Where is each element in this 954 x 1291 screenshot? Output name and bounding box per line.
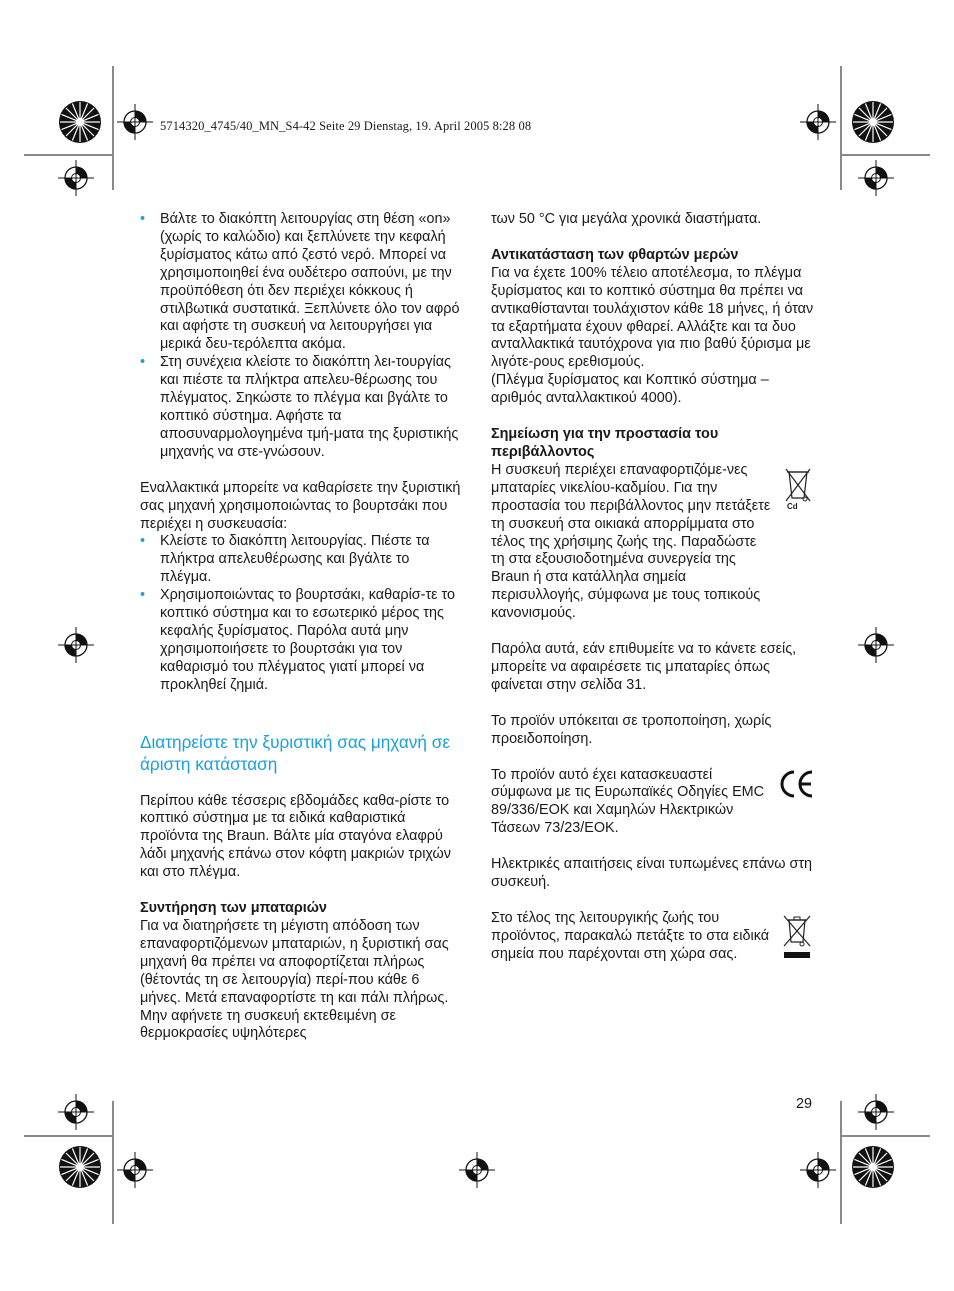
print-slug: 5714320_4745/40_MN_S4-42 Seite 29 Dienstag, 19. April 2005 8:28 08	[160, 119, 532, 133]
battery-paragraph: Για να διατηρήσετε τη μέγιστη απόδοση των επαναφορτιζόμενων μπαταριών, η ξυριστική σας μηχανή θα πρέπει να αποφορτίζεται πλήρως (θέτοντάς τη σε λειτουργία) περί-που κάθε 6 μήνες. Μετά επαναφορτίστε τη και πάλι πλήρως. Μην αφήνετε τη συσκευή εκτεθειμένη σε θερμοκρασίες υψηλότερες	[140, 918, 449, 1042]
ce-block	[491, 767, 821, 839]
ce-mark-icon	[779, 769, 815, 799]
cleaning-steps-list	[140, 211, 462, 462]
list-item: • Κλείστε το διακόπτη λειτουργίας. Πιέστε τα πλήκτρα απελευθέρωσης και βγάλτε το πλέγμα.	[140, 533, 462, 587]
list-item: • Χρησιμοποιώντας το βουρτσάκι, καθαρίσ-τε το κοπτικό σύστημα και το εσωτερικό μέρος της κεφαλής ξυρίσματος. Παρόλα αυτά μην χρησιμοποιήσετε το βουρτσάκι για τον καθαρισμό του πλέγματος γιατί μπορεί να προκληθεί ζημιά.	[140, 587, 462, 694]
environment-block	[491, 462, 821, 623]
maintenance-paragraph: Περίπου κάθε τέσσερις εβδομάδες καθα-ρίστε το κοπτικό σύστημα με τα ειδικά καθαριστικά προϊόντα της Braun. Βάλτε μία σταγόνα ελαφρύ λάδι μηχανής επάνω στον κόφτη μακριών τριχών και στο πλέγμα.	[140, 792, 451, 881]
parts-note: (Πλέγμα ξυρίσματος και Κοπτικό σύστημα – αριθμός ανταλλακτικού 4000).	[491, 372, 769, 407]
battery-continuation: των 50 °C για μεγάλα χρονικά διαστήματα.	[491, 211, 762, 227]
battery-disposal-icon	[783, 466, 813, 510]
parts-paragraph: Για να έχετε 100% τέλειο αποτέλεσμα, το πλέγμα ξυρίσματος και το κοπτικό σύστημα θα πρέπει να αντικαθίστανται τουλάχιστον κάθε 18 μήνες, ή όταν τα εξαρτήματα έχουν φθαρεί. Αλλάξτε και τα δυο ανταλλακτικά ταυτόχρονα για πιο βαθύ ξύρισμα με λιγότε-ρους ερεθισμούς.	[491, 264, 814, 371]
ce-paragraph: Το προϊόν αυτό έχει κατασκευαστεί σύμφωνα με τις Ευρωπαϊκές Οδηγίες EMC 89/336/EOK και Χαμηλών Ηλεκτρικών Τάσεων 73/23/EOK.	[491, 766, 765, 837]
battery-heading: Συντήρηση των μπαταριών	[140, 900, 327, 917]
weee-block	[491, 910, 821, 964]
electrical-requirements-paragraph: Ηλεκτρικές απαιτήσεις είναι τυπωμένες επάνω στη συσκευή.	[491, 856, 813, 891]
left-column	[140, 211, 462, 1043]
list-item: • Στη συνέχεια κλείστε το διακόπτη λει-τουργίας και πιέστε τα πλήκτρα απελευ-θέρωσης του πλέγματος. Σηκώστε το πλέγμα και βγάλτε το κοπτικό σύστημα. Αφήστε τα αποσυναρμολογημένα τμή-ματα της ξυριστικής μηχανής να στε-γνώσουν.	[140, 354, 462, 461]
page-number: 29	[796, 1096, 813, 1112]
section-title: Διατηρείστε την ξυριστική σας μηχανή σε άριστη κατάσταση	[140, 731, 450, 774]
right-column	[491, 211, 821, 964]
parts-heading: Αντικατάσταση των φθαρτών μερών	[491, 246, 739, 263]
cd-label: Cd	[787, 501, 798, 510]
weee-paragraph: Στο τέλος της λειτουργικής ζωής του προϊόντος, παρακαλώ πετάξτε το στα ειδικά σημεία που παρέχονται στη χώρα σας.	[491, 910, 770, 962]
modification-paragraph: Το προϊόν υπόκειται σε τροποποίηση, χωρίς προειδοποίηση.	[491, 712, 772, 747]
wheelie-bin-icon	[779, 912, 815, 960]
environment-paragraph: Η συσκευή περιέχει επαναφορτιζόμε-νες μπαταρίες νικελίου-καδμίου. Για την προστασία του περιβάλλοντος μην πετάξετε τη συσκευή στα οικιακά απορρίμματα στο τέλος της χρήσιμης ζωής της. Παραδώστε τη στα εξουσιοδοτημένα συνεργεία της Braun ή στα κατάλληλα σημεία περισυλλογής, σύμφωνα με τους τοπικούς κανονισμούς.	[491, 461, 771, 622]
environment-heading: Σημείωση για την προστασία του περιβάλλοντος	[491, 426, 719, 460]
alternative-intro: Εναλλακτικά μπορείτε να καθαρίσετε την ξυριστική σας μηχανή χρησιμοποιώντας το βουρτσάκι που περιέχει η συσκευασία:	[140, 479, 461, 532]
list-item: • Βάλτε το διακόπτη λειτουργίας στη θέση «on» (χωρίς το καλώδιο) και ξεπλύνετε την κεφαλή ξυρίσματος κάτω από ζεστό νερό. Μπορεί να χρησιμοποιηθεί ένα ουδέτερο σαπούνι, με την προϋπόθεση ότι δεν περιέχει κόκκους ή στιλβωτικά συστατικά. Ξεπλύνετε όλο τον αφρό και αφήστε τη συσκευή να λειτουργήσει για μερικά δευ-τερόλεπτα ακόμα.	[140, 211, 462, 354]
remove-batteries-paragraph: Παρόλα αυτά, εάν επιθυμείτε να το κάνετε εσείς, μπορείτε να αφαιρέσετε τις μπαταρίες όπως φαίνεται στην σελίδα 31.	[491, 641, 797, 693]
brush-steps-list	[140, 533, 462, 694]
